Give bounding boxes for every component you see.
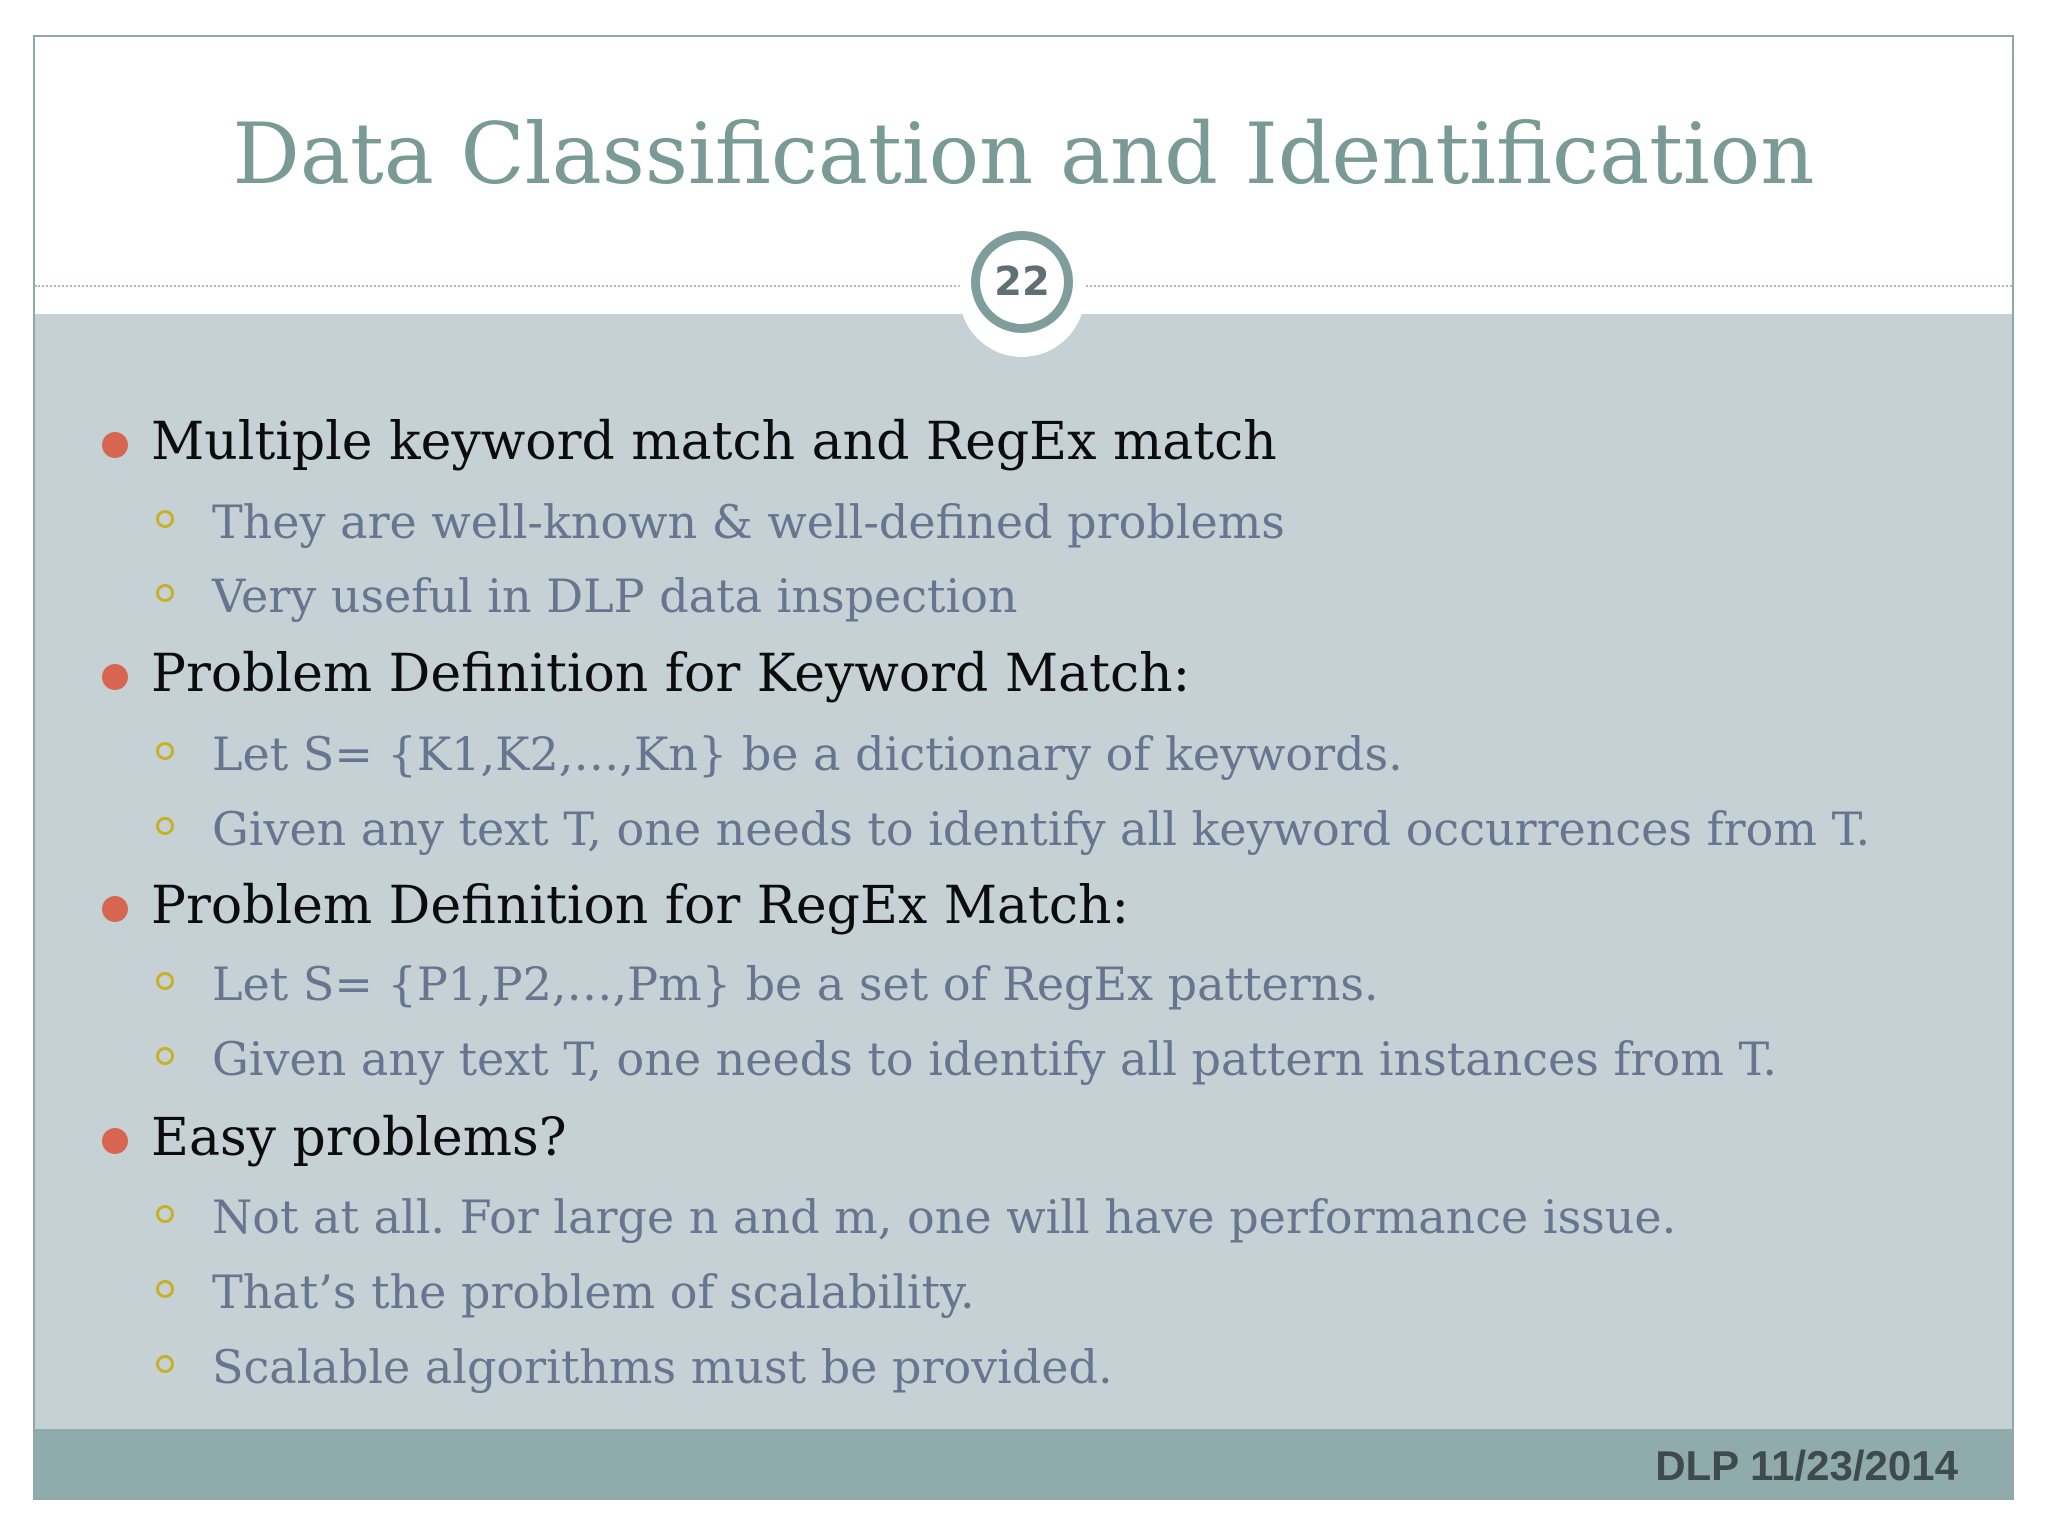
slide-title: Data Classification and Identification: [232, 105, 1815, 203]
sub-bullet-text: Let S= {P1,P2,…,Pm} be a set of RegEx patterns.: [212, 957, 1379, 1011]
sub-bullet-text: Not at all. For large n and m, one will have performance issue.: [212, 1190, 1677, 1244]
bullet-dot-icon: [102, 896, 128, 922]
page-number-badge: [971, 231, 1073, 333]
sub-bullet-text: Very useful in DLP data inspection: [212, 569, 1018, 623]
sub-bullet-text: They are well-known & well-defined problems: [212, 495, 1285, 549]
bullet-text: Easy problems?: [151, 1108, 567, 1168]
bullet-dot-icon: [102, 1128, 128, 1154]
sub-bullet-ring-icon: [156, 1205, 174, 1223]
sub-bullet-ring-icon: [156, 1047, 174, 1065]
bullet-dot-icon: [102, 432, 128, 458]
sub-bullet-ring-icon: [156, 742, 174, 760]
bullet-text: Multiple keyword match and RegEx match: [151, 412, 1277, 472]
sub-bullet-ring-icon: [156, 817, 174, 835]
page-number: 22: [994, 259, 1050, 305]
sub-bullet-ring-icon: [156, 584, 174, 602]
sub-bullet-ring-icon: [156, 510, 174, 528]
bullet-text: Problem Definition for Keyword Match:: [151, 644, 1191, 704]
sub-bullet-ring-icon: [156, 1280, 174, 1298]
sub-bullet-text: Let S= {K1,K2,…,Kn} be a dictionary of keywords.: [212, 727, 1403, 781]
bullet-text: Problem Definition for RegEx Match:: [151, 876, 1130, 936]
footer-bar: [35, 1429, 2012, 1498]
bullet-dot-icon: [102, 664, 128, 690]
content-area: [35, 314, 2012, 1433]
sub-bullet-ring-icon: [156, 972, 174, 990]
sub-bullet-ring-icon: [156, 1355, 174, 1373]
bullet-list: [35, 314, 2012, 1433]
sub-bullet-text: Scalable algorithms must be provided.: [212, 1340, 1113, 1394]
sub-bullet-text: Given any text T, one needs to identify all keyword occurrences from T.: [212, 802, 1871, 856]
sub-bullet-text: That’s the problem of scalability.: [212, 1265, 975, 1319]
footer-label: DLP 11/23/2014: [1655, 1442, 1958, 1489]
slide: [33, 35, 2014, 1500]
sub-bullet-text: Given any text T, one needs to identify all pattern instances from T.: [212, 1032, 1778, 1086]
